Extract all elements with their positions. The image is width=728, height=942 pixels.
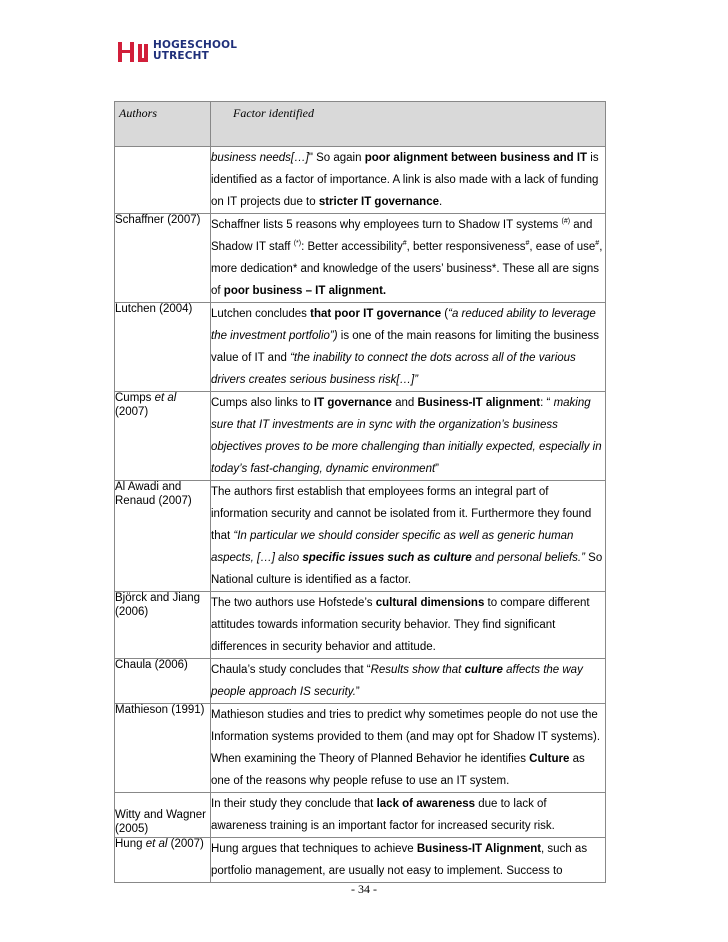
- factor-cell: [211, 592, 606, 659]
- text-run: #: [525, 240, 530, 248]
- text-run: : Better accessibility: [301, 241, 403, 253]
- text-run: as one of the reasons why people refuse to use an IT system.: [211, 753, 585, 787]
- text-run: and personal beliefs.”: [471, 552, 585, 564]
- text-run: Cumps also links to: [211, 397, 314, 409]
- page-number: - 34 -: [351, 882, 377, 896]
- text-run: making sure that IT investments are in sync with the organization’s business objectives proves to be more challenging than initially expected, especially in today’s fast-changing, dynamic environment: [211, 397, 602, 475]
- author-cell: [115, 592, 211, 659]
- factor-cell: [211, 147, 606, 214]
- factor-cell: [211, 214, 606, 303]
- author-cell: [115, 793, 211, 838]
- factor-cell: [211, 793, 606, 838]
- table-row: [115, 838, 606, 883]
- text-run: , more dedication* and knowledge of the users’ business*. These all are signs of: [211, 241, 603, 297]
- text-run: Schaffner lists 5 reasons why employees turn to Shadow IT systems: [211, 219, 562, 231]
- column-header-factor: Factor identified: [211, 102, 606, 147]
- text-run: The two authors use Hofstede’s: [211, 597, 376, 609]
- text-run: (: [441, 308, 449, 320]
- text-run: IT governance: [313, 397, 392, 409]
- text-run: poor alignment between business and IT: [364, 152, 588, 164]
- author-cell: [115, 838, 211, 883]
- text-run: Hung: [115, 838, 146, 850]
- text-run: and: [391, 397, 418, 409]
- logo-mark-icon: [118, 38, 148, 64]
- text-run: due to lack of awareness training is an important factor for increased security risk.: [211, 798, 555, 832]
- text-run: Hung argues that techniques to achieve: [211, 843, 417, 855]
- text-run: In their study they conclude that: [211, 798, 377, 810]
- text-run: Lutchen (2004): [115, 303, 193, 315]
- column-header-authors: Authors: [115, 102, 211, 147]
- text-run: Cumps: [115, 392, 155, 404]
- author-cell: [115, 659, 211, 704]
- text-run: ”: [355, 686, 360, 698]
- author-cell: [115, 481, 211, 592]
- school-logo: [118, 38, 237, 64]
- text-run: Business-IT alignment: [417, 397, 541, 409]
- text-run: is one of the main reasons for limiting the business value of IT and: [211, 330, 600, 364]
- text-run: , such as portfolio management, are usually not easy to implement. Success to: [211, 843, 588, 877]
- text-run: Business-IT Alignment: [416, 843, 542, 855]
- text-run: cultural dimensions: [375, 597, 485, 609]
- text-run: : “: [540, 397, 554, 409]
- author-cell: [115, 392, 211, 481]
- text-run: (*): [293, 240, 302, 248]
- factor-cell: [211, 838, 606, 883]
- logo-line-2: UTRECHT: [153, 50, 210, 62]
- text-run: (2007): [115, 405, 149, 418]
- text-run: Culture: [529, 753, 570, 765]
- table-row: [115, 303, 606, 392]
- text-run: Björck and Jiang (2006): [115, 592, 201, 618]
- text-run: #: [402, 240, 407, 248]
- text-run: " So again: [308, 152, 365, 164]
- logo-line-1: HOGESCHOOL: [153, 39, 238, 51]
- text-run: “In particular we should consider specific as well as generic human aspects, […] also: [211, 530, 574, 564]
- factor-cell: [211, 303, 606, 392]
- text-run: specific issues such as culture: [302, 552, 472, 564]
- text-run: that poor IT governance: [310, 308, 442, 320]
- text-run: business needs[…]: [211, 152, 309, 164]
- factor-cell: [211, 392, 606, 481]
- table-row: [115, 704, 606, 793]
- text-run: Al Awadi and Renaud (2007): [115, 481, 192, 507]
- text-run: et al: [145, 838, 168, 850]
- table-row: [115, 392, 606, 481]
- text-run: Schaffner (2007): [115, 214, 201, 226]
- author-cell: [115, 704, 211, 793]
- text-run: ”: [435, 463, 440, 475]
- text-run: , ease of use: [529, 241, 596, 253]
- text-run: (2007): [167, 838, 204, 850]
- table-row: [115, 592, 606, 659]
- text-run: #: [595, 240, 600, 248]
- text-run: lack of awareness: [376, 798, 476, 810]
- logo-wordmark: [153, 40, 237, 62]
- text-run: The authors first establish that employees forms an integral part of information security and cannot be isolated from it. Furthermore they found that: [211, 486, 592, 542]
- text-run: to compare different attitudes towards information security behavior. They find significant differences in security behavior and attitude.: [211, 597, 590, 653]
- text-run: Chaula (2006): [115, 659, 188, 671]
- text-run: So National culture is identified as a factor.: [211, 552, 603, 586]
- text-run: Mathieson studies and tries to predict why sometimes people do not use the Information systems provided to them (and may opt for Shadow IT systems). When examining the Theory of Planned Behavior he identifies: [211, 709, 601, 765]
- text-run: culture: [464, 664, 503, 676]
- text-run: “a reduced ability to leverage the investment portfolio”): [211, 308, 596, 342]
- text-run: (#): [561, 218, 571, 226]
- text-run: stricter IT governance: [318, 196, 439, 208]
- text-run: affects the way people approach IS security.: [211, 664, 583, 698]
- text-run: et al: [154, 392, 177, 404]
- factor-table: [114, 101, 606, 883]
- text-run: Mathieson (1991): [115, 704, 205, 716]
- text-run: and Shadow IT staff: [211, 219, 593, 253]
- factor-cell: [211, 659, 606, 704]
- text-run: poor business – IT alignment.: [223, 285, 387, 297]
- table-row: [115, 659, 606, 704]
- text-run: Results show that: [370, 664, 465, 676]
- author-cell: [115, 147, 211, 214]
- factor-cell: [211, 481, 606, 592]
- table-row: [115, 793, 606, 838]
- author-cell: [115, 214, 211, 303]
- table-row: [115, 147, 606, 214]
- author-cell: [115, 303, 211, 392]
- text-run: is identified as a factor of importance. A link is also made with a lack of funding on IT projects due to: [211, 152, 599, 208]
- table-row: [115, 214, 606, 303]
- text-run: .: [438, 196, 443, 208]
- text-run: Chaula’s study concludes that “: [211, 664, 371, 676]
- text-run: “the inability to connect the dots across all of the various drivers creates serious business risk[…]”: [211, 352, 576, 386]
- table-row: [115, 481, 606, 592]
- factor-cell: [211, 704, 606, 793]
- text-run: Lutchen concludes: [211, 308, 311, 320]
- text-run: , better responsiveness: [406, 241, 526, 253]
- table-header-row: [115, 102, 606, 147]
- text-run: Witty and Wagner (2005): [115, 809, 206, 835]
